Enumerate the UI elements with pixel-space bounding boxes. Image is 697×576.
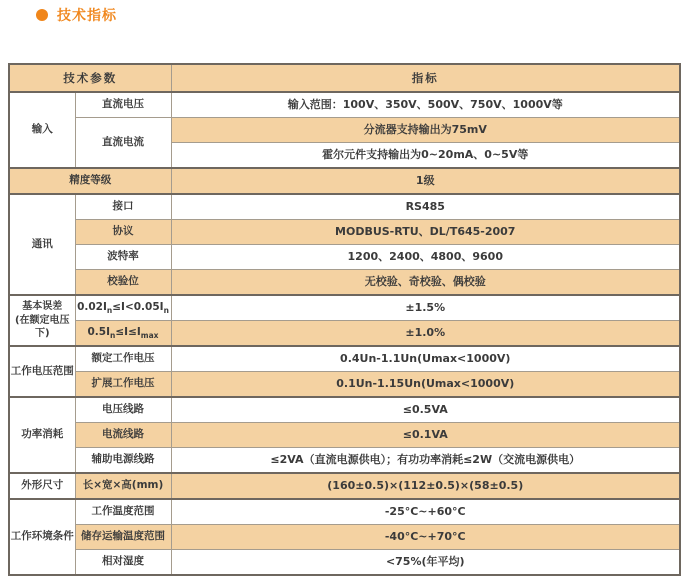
param-cell-baudrate: 波特率 (75, 245, 171, 270)
group-cell-accuracy: 精度等级 (9, 168, 171, 194)
header-cell-indicator: 指标 (171, 64, 680, 92)
value-cell-work-temp: -25°C~+60°C (171, 499, 680, 525)
value-cell-shunt: 分流器支持输出为75mV (171, 118, 680, 143)
table-row (9, 346, 680, 372)
group-cell-power: 功率消耗 (9, 397, 75, 473)
value-cell-rated-voltage: 0.4Un-1.1Un(Umax<1000V) (171, 346, 680, 372)
section-title-text: 技术指标 (57, 8, 117, 24)
group-cell-input: 输入 (9, 92, 75, 168)
table-row (9, 270, 680, 296)
table-row (9, 194, 680, 220)
table-row (9, 220, 680, 245)
value-cell-dc-voltage: 输入范围：100V、350V、500V、750V、1000V等 (171, 92, 680, 118)
value-cell-error-2: ±1.0% (171, 321, 680, 347)
param-cell-storage-temp: 储存运输温度范围 (75, 525, 171, 550)
param-cell-voltage-circuit: 电压线路 (75, 397, 171, 423)
param-cell-interface: 接口 (75, 194, 171, 220)
param-cell-aux-power: 辅助电源线路 (75, 448, 171, 474)
table-row (9, 168, 680, 194)
table-row (9, 499, 680, 525)
table-row (9, 423, 680, 448)
spec-table (8, 63, 681, 576)
value-cell-aux-power: ≤2VA（直流电源供电）；有功功率消耗≤2W（交流电源供电） (171, 448, 680, 474)
table-row (9, 448, 680, 474)
value-cell-baudrate: 1200、2400、4800、9600 (171, 245, 680, 270)
value-cell-extended-voltage: 0.1Un-1.15Un(Umax<1000V) (171, 372, 680, 398)
value-cell-parity: 无校验、奇校验、偶校验 (171, 270, 680, 296)
value-cell-error-1: ±1.5% (171, 295, 680, 321)
param-cell-current-circuit: 电流线路 (75, 423, 171, 448)
value-cell-accuracy: 1级 (171, 168, 680, 194)
param-cell-error-range-2: $0.5I_n\le I\le I_{max}$ (75, 321, 171, 347)
table-row (9, 525, 680, 550)
section-title (36, 6, 117, 24)
param-cell-parity: 校验位 (75, 270, 171, 296)
group-cell-environment: 工作环境条件 (9, 499, 75, 575)
bullet-icon (36, 9, 48, 21)
value-cell-storage-temp: -40°C~+70°C (171, 525, 680, 550)
table-row (9, 321, 680, 347)
value-cell-current-circuit: ≤0.1VA (171, 423, 680, 448)
table-row (9, 372, 680, 398)
param-cell-dc-current: 直流电流 (75, 118, 171, 169)
param-cell-protocol: 协议 (75, 220, 171, 245)
table-row (9, 245, 680, 270)
param-cell-error-range-1: $0.02I_n\le I<0.05I_n$ (75, 295, 171, 321)
value-cell-lwh: (160±0.5)×(112±0.5)×(58±0.5) (171, 473, 680, 499)
table-row (9, 92, 680, 118)
table-row (9, 118, 680, 143)
param-cell-work-temp: 工作温度范围 (75, 499, 171, 525)
table-row (9, 397, 680, 423)
param-cell-humidity: 相对湿度 (75, 550, 171, 576)
value-cell-humidity: <75%(年平均) (171, 550, 680, 576)
value-cell-protocol: MODBUS-RTU、DL/T645-2007 (171, 220, 680, 245)
value-cell-hall: 霍尔元件支持输出为0~20mA、0~5V等 (171, 143, 680, 169)
table-header-row (9, 64, 680, 92)
table-row (9, 550, 680, 576)
group-cell-voltage-range: 工作电压范围 (9, 346, 75, 397)
table-row (9, 473, 680, 499)
param-cell-dc-voltage: 直流电压 (75, 92, 171, 118)
group-cell-comm: 通讯 (9, 194, 75, 295)
header-cell-params: 技术参数 (9, 64, 171, 92)
value-cell-interface: RS485 (171, 194, 680, 220)
param-cell-extended-voltage: 扩展工作电压 (75, 372, 171, 398)
group-cell-basic-error: 基本误差 (在额定电压下) (9, 295, 75, 346)
group-cell-dimensions: 外形尺寸 (9, 473, 75, 499)
param-cell-lwh: 长×宽×高(mm) (75, 473, 171, 499)
param-cell-rated-voltage: 额定工作电压 (75, 346, 171, 372)
table-row (9, 295, 680, 321)
value-cell-voltage-circuit: ≤0.5VA (171, 397, 680, 423)
